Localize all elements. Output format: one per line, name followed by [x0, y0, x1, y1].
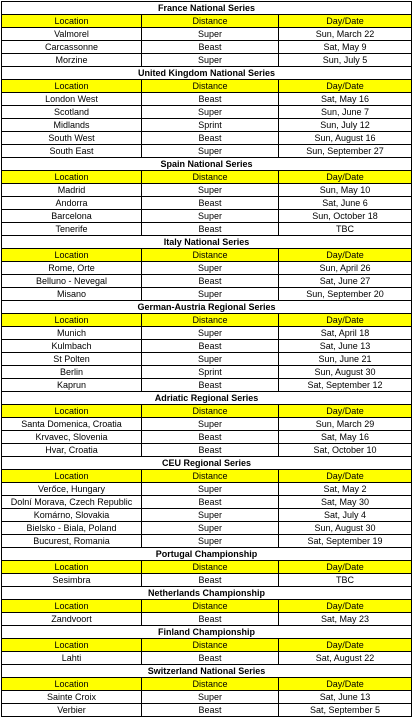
- date-cell: Sun, August 30: [279, 522, 412, 535]
- distance-cell: Beast: [142, 223, 279, 236]
- location-cell: Santa Domenica, Croatia: [2, 418, 142, 431]
- date-cell: Sun, July 12: [279, 119, 412, 132]
- distance-cell: Beast: [142, 93, 279, 106]
- header-date: Day/Date: [279, 678, 412, 691]
- column-header-row: [2, 249, 412, 262]
- section-title-row: [2, 392, 412, 405]
- section-title-row: [2, 587, 412, 600]
- location-cell: Verbier: [2, 704, 142, 717]
- header-location: Location: [2, 15, 142, 28]
- distance-cell: Beast: [142, 275, 279, 288]
- date-cell: Sun, May 10: [279, 184, 412, 197]
- table-row: [2, 197, 412, 210]
- location-cell: Bucurest, Romania: [2, 535, 142, 548]
- header-distance: Distance: [142, 314, 279, 327]
- column-header-row: [2, 600, 412, 613]
- column-header-row: [2, 15, 412, 28]
- header-distance: Distance: [142, 249, 279, 262]
- table-row: [2, 340, 412, 353]
- distance-cell: Beast: [142, 132, 279, 145]
- header-date: Day/Date: [279, 80, 412, 93]
- distance-cell: Beast: [142, 41, 279, 54]
- section-title-row: [2, 2, 412, 15]
- header-location: Location: [2, 80, 142, 93]
- schedule-body: [2, 2, 412, 717]
- header-distance: Distance: [142, 80, 279, 93]
- distance-cell: Beast: [142, 431, 279, 444]
- table-row: [2, 496, 412, 509]
- distance-cell: Super: [142, 54, 279, 67]
- table-row: [2, 444, 412, 457]
- distance-cell: Super: [142, 327, 279, 340]
- location-cell: Misano: [2, 288, 142, 301]
- header-location: Location: [2, 561, 142, 574]
- date-cell: Sat, June 27: [279, 275, 412, 288]
- table-row: [2, 119, 412, 132]
- date-cell: TBC: [279, 223, 412, 236]
- header-date: Day/Date: [279, 639, 412, 652]
- table-row: [2, 379, 412, 392]
- column-header-row: [2, 470, 412, 483]
- header-distance: Distance: [142, 171, 279, 184]
- table-row: [2, 93, 412, 106]
- header-distance: Distance: [142, 678, 279, 691]
- table-row: [2, 288, 412, 301]
- section-title: CEU Regional Series: [2, 457, 412, 470]
- date-cell: Sat, October 10: [279, 444, 412, 457]
- table-row: [2, 262, 412, 275]
- distance-cell: Super: [142, 418, 279, 431]
- distance-cell: Beast: [142, 496, 279, 509]
- table-row: [2, 223, 412, 236]
- location-cell: South West: [2, 132, 142, 145]
- section-title: German-Austria Regional Series: [2, 301, 412, 314]
- section-title: France National Series: [2, 2, 412, 15]
- column-header-row: [2, 405, 412, 418]
- date-cell: Sat, June 13: [279, 691, 412, 704]
- column-header-row: [2, 171, 412, 184]
- header-distance: Distance: [142, 561, 279, 574]
- distance-cell: Super: [142, 262, 279, 275]
- distance-cell: Beast: [142, 613, 279, 626]
- table-row: [2, 418, 412, 431]
- location-cell: Kulmbach: [2, 340, 142, 353]
- location-cell: Belluno - Nevegal: [2, 275, 142, 288]
- location-cell: Bielsko - Biala, Poland: [2, 522, 142, 535]
- location-cell: Andorra: [2, 197, 142, 210]
- header-distance: Distance: [142, 600, 279, 613]
- date-cell: Sun, July 5: [279, 54, 412, 67]
- table-row: [2, 691, 412, 704]
- distance-cell: Beast: [142, 379, 279, 392]
- table-row: [2, 522, 412, 535]
- date-cell: TBC: [279, 574, 412, 587]
- date-cell: Sat, May 16: [279, 431, 412, 444]
- header-date: Day/Date: [279, 470, 412, 483]
- header-date: Day/Date: [279, 600, 412, 613]
- table-row: [2, 184, 412, 197]
- date-cell: Sat, July 4: [279, 509, 412, 522]
- section-title-row: [2, 457, 412, 470]
- date-cell: Sat, April 18: [279, 327, 412, 340]
- distance-cell: Beast: [142, 340, 279, 353]
- location-cell: Dolní Morava, Czech Republic: [2, 496, 142, 509]
- table-row: [2, 41, 412, 54]
- table-row: [2, 132, 412, 145]
- date-cell: Sun, September 20: [279, 288, 412, 301]
- distance-cell: Super: [142, 184, 279, 197]
- table-row: [2, 509, 412, 522]
- table-row: [2, 54, 412, 67]
- location-cell: Komárno, Slovakia: [2, 509, 142, 522]
- table-row: [2, 574, 412, 587]
- distance-cell: Beast: [142, 652, 279, 665]
- header-location: Location: [2, 678, 142, 691]
- section-title: Portugal Championship: [2, 548, 412, 561]
- header-date: Day/Date: [279, 561, 412, 574]
- section-title: Switzerland National Series: [2, 665, 412, 678]
- date-cell: Sat, May 30: [279, 496, 412, 509]
- table-row: [2, 366, 412, 379]
- date-cell: Sat, June 13: [279, 340, 412, 353]
- header-location: Location: [2, 639, 142, 652]
- location-cell: Scotland: [2, 106, 142, 119]
- table-row: [2, 535, 412, 548]
- distance-cell: Super: [142, 210, 279, 223]
- date-cell: Sun, March 22: [279, 28, 412, 41]
- location-cell: Lahti: [2, 652, 142, 665]
- section-title: United Kingdom National Series: [2, 67, 412, 80]
- distance-cell: Super: [142, 522, 279, 535]
- section-title: Italy National Series: [2, 236, 412, 249]
- location-cell: Kaprun: [2, 379, 142, 392]
- section-title-row: [2, 665, 412, 678]
- section-title: Netherlands Championship: [2, 587, 412, 600]
- date-cell: Sun, April 26: [279, 262, 412, 275]
- section-title-row: [2, 236, 412, 249]
- header-distance: Distance: [142, 405, 279, 418]
- header-date: Day/Date: [279, 405, 412, 418]
- date-cell: Sat, August 22: [279, 652, 412, 665]
- location-cell: Barcelona: [2, 210, 142, 223]
- distance-cell: Super: [142, 483, 279, 496]
- header-location: Location: [2, 314, 142, 327]
- table-row: [2, 327, 412, 340]
- column-header-row: [2, 678, 412, 691]
- distance-cell: Sprint: [142, 119, 279, 132]
- table-row: [2, 275, 412, 288]
- section-title-row: [2, 548, 412, 561]
- column-header-row: [2, 561, 412, 574]
- distance-cell: Super: [142, 509, 279, 522]
- header-date: Day/Date: [279, 314, 412, 327]
- location-cell: Rome, Orte: [2, 262, 142, 275]
- header-date: Day/Date: [279, 15, 412, 28]
- location-cell: Madrid: [2, 184, 142, 197]
- table-row: [2, 353, 412, 366]
- date-cell: Sat, May 23: [279, 613, 412, 626]
- table-row: [2, 431, 412, 444]
- section-title: Adriatic Regional Series: [2, 392, 412, 405]
- header-distance: Distance: [142, 15, 279, 28]
- distance-cell: Beast: [142, 197, 279, 210]
- section-title-row: [2, 626, 412, 639]
- section-title-row: [2, 301, 412, 314]
- location-cell: Hvar, Croatia: [2, 444, 142, 457]
- location-cell: Munich: [2, 327, 142, 340]
- location-cell: Berlin: [2, 366, 142, 379]
- header-distance: Distance: [142, 470, 279, 483]
- distance-cell: Super: [142, 691, 279, 704]
- date-cell: Sat, May 9: [279, 41, 412, 54]
- date-cell: Sat, May 2: [279, 483, 412, 496]
- column-header-row: [2, 314, 412, 327]
- date-cell: Sun, June 21: [279, 353, 412, 366]
- column-header-row: [2, 639, 412, 652]
- table-row: [2, 652, 412, 665]
- distance-cell: Beast: [142, 444, 279, 457]
- date-cell: Sat, September 12: [279, 379, 412, 392]
- header-location: Location: [2, 249, 142, 262]
- race-schedule-table: [1, 1, 412, 717]
- distance-cell: Super: [142, 288, 279, 301]
- distance-cell: Super: [142, 353, 279, 366]
- location-cell: Krvavec, Slovenia: [2, 431, 142, 444]
- location-cell: Carcassonne: [2, 41, 142, 54]
- distance-cell: Super: [142, 535, 279, 548]
- date-cell: Sun, March 29: [279, 418, 412, 431]
- location-cell: South East: [2, 145, 142, 158]
- location-cell: Verőce, Hungary: [2, 483, 142, 496]
- location-cell: Midlands: [2, 119, 142, 132]
- header-location: Location: [2, 405, 142, 418]
- date-cell: Sun, October 18: [279, 210, 412, 223]
- distance-cell: Beast: [142, 574, 279, 587]
- date-cell: Sun, June 7: [279, 106, 412, 119]
- distance-cell: Sprint: [142, 366, 279, 379]
- location-cell: Sesimbra: [2, 574, 142, 587]
- header-location: Location: [2, 470, 142, 483]
- race-schedule-sheet: [1, 1, 411, 717]
- table-row: [2, 613, 412, 626]
- date-cell: Sat, May 16: [279, 93, 412, 106]
- header-location: Location: [2, 171, 142, 184]
- date-cell: Sun, August 16: [279, 132, 412, 145]
- distance-cell: Super: [142, 28, 279, 41]
- header-date: Day/Date: [279, 171, 412, 184]
- location-cell: London West: [2, 93, 142, 106]
- header-location: Location: [2, 600, 142, 613]
- table-row: [2, 483, 412, 496]
- table-row: [2, 704, 412, 717]
- distance-cell: Beast: [142, 704, 279, 717]
- location-cell: Sainte Croix: [2, 691, 142, 704]
- table-row: [2, 28, 412, 41]
- section-title: Finland Championship: [2, 626, 412, 639]
- date-cell: Sat, September 5: [279, 704, 412, 717]
- header-distance: Distance: [142, 639, 279, 652]
- date-cell: Sat, September 19: [279, 535, 412, 548]
- location-cell: Tenerife: [2, 223, 142, 236]
- location-cell: Valmorel: [2, 28, 142, 41]
- table-row: [2, 145, 412, 158]
- date-cell: Sun, September 27: [279, 145, 412, 158]
- location-cell: Morzine: [2, 54, 142, 67]
- section-title: Spain National Series: [2, 158, 412, 171]
- location-cell: St Polten: [2, 353, 142, 366]
- table-row: [2, 106, 412, 119]
- section-title-row: [2, 67, 412, 80]
- date-cell: Sun, August 30: [279, 366, 412, 379]
- distance-cell: Super: [142, 106, 279, 119]
- distance-cell: Super: [142, 145, 279, 158]
- date-cell: Sat, June 6: [279, 197, 412, 210]
- column-header-row: [2, 80, 412, 93]
- header-date: Day/Date: [279, 249, 412, 262]
- section-title-row: [2, 158, 412, 171]
- location-cell: Zandvoort: [2, 613, 142, 626]
- table-row: [2, 210, 412, 223]
